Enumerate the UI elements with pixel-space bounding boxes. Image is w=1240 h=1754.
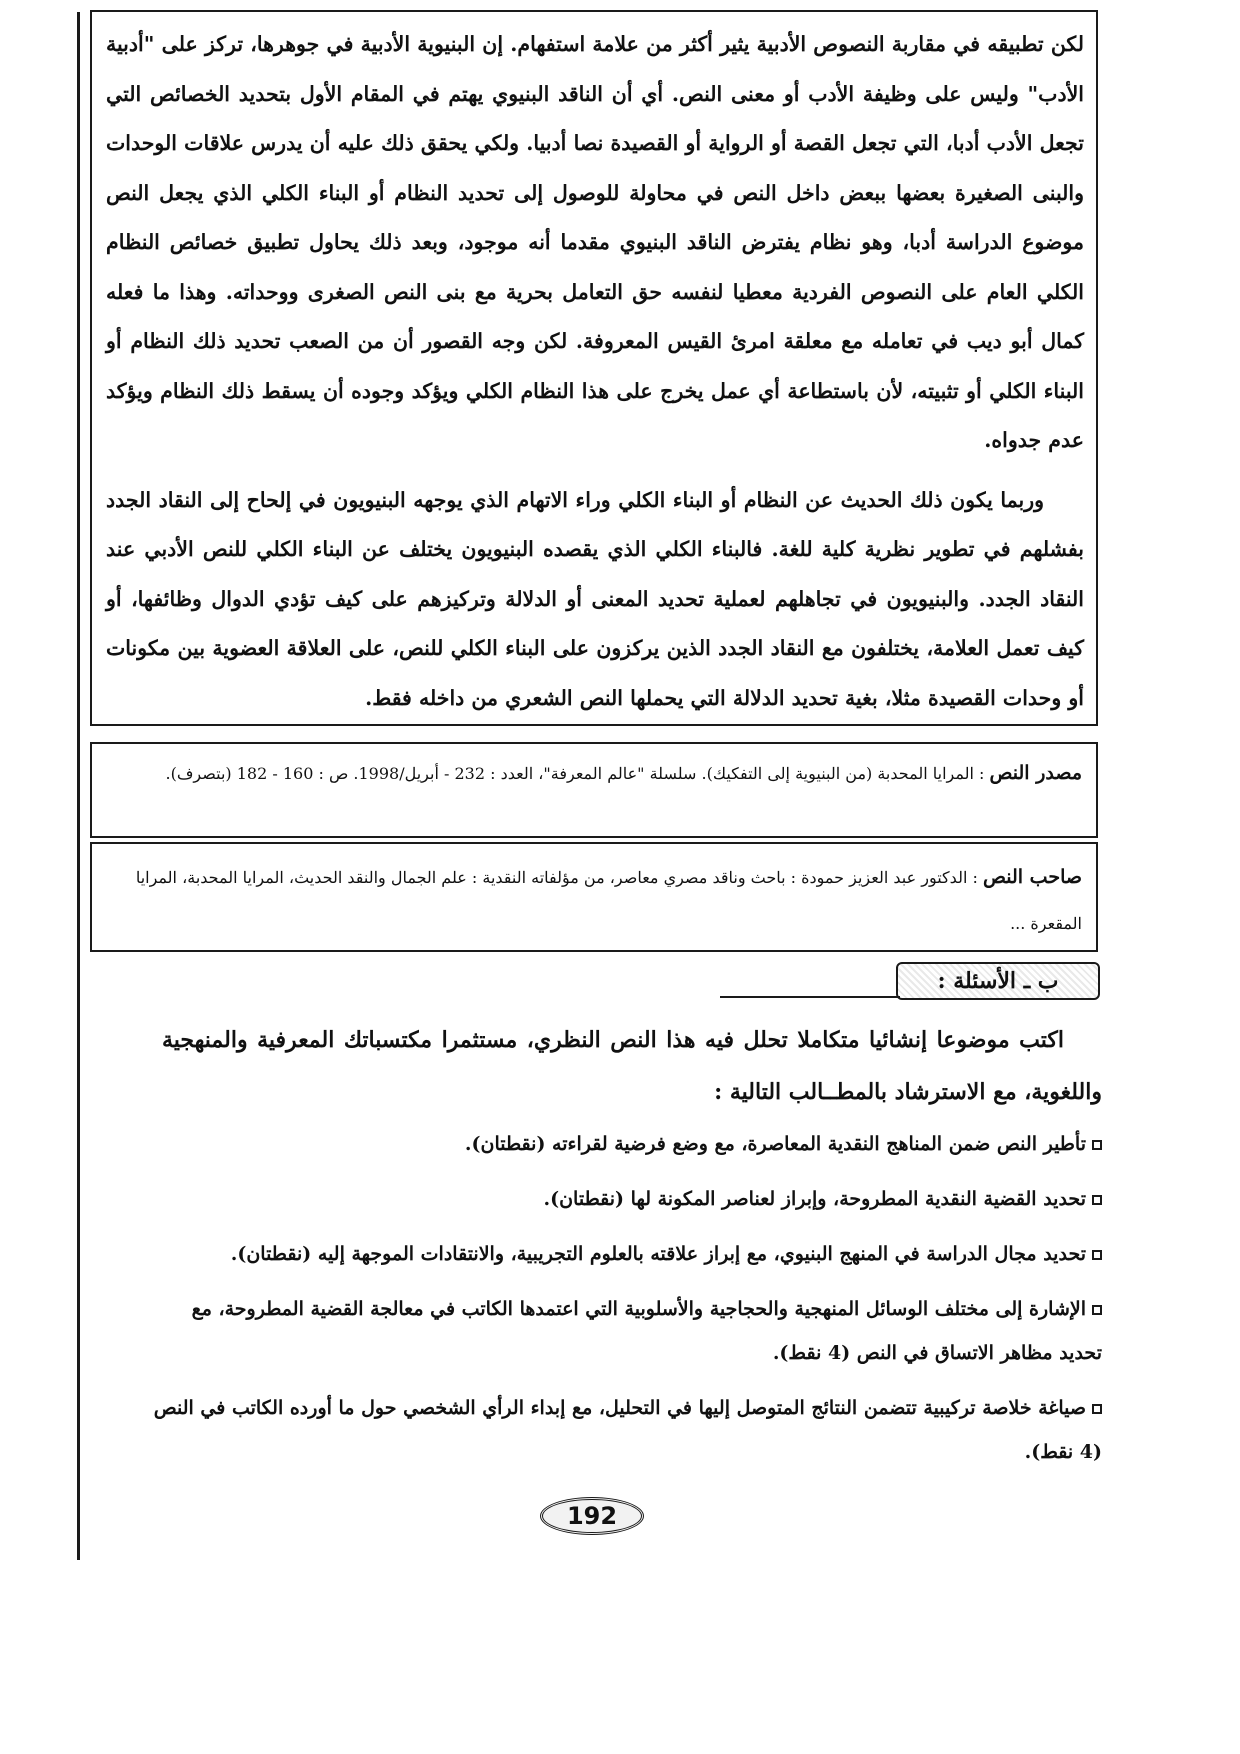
- author-label: صاحب النص: [982, 866, 1082, 888]
- main-paragraph-2: وربما يكون ذلك الحديث عن النظام أو البناء الكلي وراء الاتهام الذي يوجهه البنيويون في إلحاح إلى النقاد الجدد بفشلهم في تطوير نظرية كلية للغة. فالبناء الكلي الذي يقصده البنيويون يختلف عن البناء الكلي للنص الأدبي عند النقاد الجدد. والبنيويون في تجاهلهم لعملية تحديد المعنى أو الدلالة وتركيزهم على كيف تؤدي الدوال وظائفها، أو كيف تعمل العلامة، يختلفون مع النقاد الجدد الذين يركزون على البناء الكلي للنص، على العلاقة العضوية بين مكونات أو وحدات القصيدة مثلا، بغية تحديد الدلالة التي يحملها النص الشعري من داخله فقط.: [106, 487, 1084, 710]
- square-bullet-icon: [1092, 1404, 1102, 1414]
- questions-list: [152, 1122, 1102, 1485]
- list-item-text: الإشارة إلى مختلف الوسائل المنهجية والحجاجية والأسلوبية التي اعتمدها الكاتب في معالجة القضية المطروحة، مع تحديد مظاهر الاتساق في النص (4 نقط).: [191, 1298, 1102, 1364]
- list-item: [152, 1177, 1102, 1221]
- list-item-text: تحديد مجال الدراسة في المنهج البنيوي، مع إبراز علاقته بالعلوم التجريبية، والانتقادات الموجهة إليه (نقطتان).: [230, 1243, 1086, 1265]
- list-item-text: تأطير النص ضمن المناهج النقدية المعاصرة، مع وضع فرضية لقراءته (نقطتان).: [464, 1133, 1086, 1155]
- source-label: مصدر النص: [989, 762, 1082, 784]
- list-item-text: تحديد القضية النقدية المطروحة، وإبراز لعناصر المكونة لها (نقطتان).: [543, 1188, 1086, 1210]
- page-number: 192: [540, 1497, 644, 1535]
- main-paragraph-1: لكن تطبيقه في مقاربة النصوص الأدبية يثير أكثر من علامة استفهام. إن البنيوية الأدبية في جوهرها، تركز على "أدبية الأدب" وليس على وظيفة الأدب أو معنى النص. أي أن الناقد البنيوي يهتم في المقام الأول بتحديد الخصائص التي تجعل الأدب أدبا، التي تجعل القصة أو الرواية أو القصيدة نصا أدبيا. ولكي يحقق ذلك عليه أن يدرس علاقات الوحدات والبنى الصغيرة بعضها ببعض داخل النص في محاولة للوصول إلى تحديد النظام أو البناء الكلي الذي يجعل النص موضوع الدراسة أدبا، وهو نظام يفترض الناقد البنيوي مقدما أنه موجود، وبعد ذلك يحاول تطبيق خصائص النظام الكلي العام على النصوص الفردية معطيا لنفسه حق التعامل بحرية مع بنى النص الصغرى ووحداته. وهذا ما فعله كمال أبو ديب في تعامله مع معلقة امرئ القيس المعروفة. لكن وجه القصور أن من الصعب تحديد ذلك النظام أو البناء الكلي أو تثبيته، لأن باستطاعة أي عمل يخرج على هذا النظام الكلي ويؤكد وجوده أن يسقط ذلك النظام ويؤكد عدم جدواه.: [106, 32, 1084, 452]
- square-bullet-icon: [1092, 1140, 1102, 1150]
- source-text: : المرايا المحدبة (من البنيوية إلى التفكيك). سلسلة "عالم المعرفة"، العدد : 232 - أبريل/1998. ص : 160 - 182 (بتصرف).: [165, 764, 985, 783]
- square-bullet-icon: [1092, 1250, 1102, 1260]
- source-frame: [90, 742, 1098, 838]
- list-item-text: صياغة خلاصة تركيبية تتضمن النتائج المتوصل إليها في التحليل، مع إبداء الرأي الشخصي حول ما أورده الكاتب في النص (4 نقط).: [153, 1397, 1102, 1463]
- author-text: : الدكتور عبد العزيز حمودة : باحث وناقد مصري معاصر، من مؤلفاته النقدية : علم الجمال والنقد الحديث، المرايا المحدبة، المرايا المقعرة ...: [135, 868, 1082, 933]
- square-bullet-icon: [1092, 1305, 1102, 1315]
- left-margin-rule: [77, 12, 80, 1560]
- list-item: [152, 1122, 1102, 1166]
- questions-heading: ب ـ الأسئلة :: [896, 962, 1100, 1000]
- author-frame: [90, 842, 1098, 952]
- square-bullet-icon: [1092, 1195, 1102, 1205]
- main-text-frame: [90, 10, 1098, 726]
- questions-prompt: اكتب موضوعا إنشائيا متكاملا تحلل فيه هذا النص النظري، مستثمرا مكتسباتك المعرفية والمنهجية واللغوية، مع الاسترشاد بالمطــالب التالية :: [162, 1027, 1102, 1105]
- list-item: [152, 1287, 1102, 1375]
- list-item: [152, 1232, 1102, 1276]
- list-item: [152, 1386, 1102, 1474]
- heading-underline: [720, 996, 900, 998]
